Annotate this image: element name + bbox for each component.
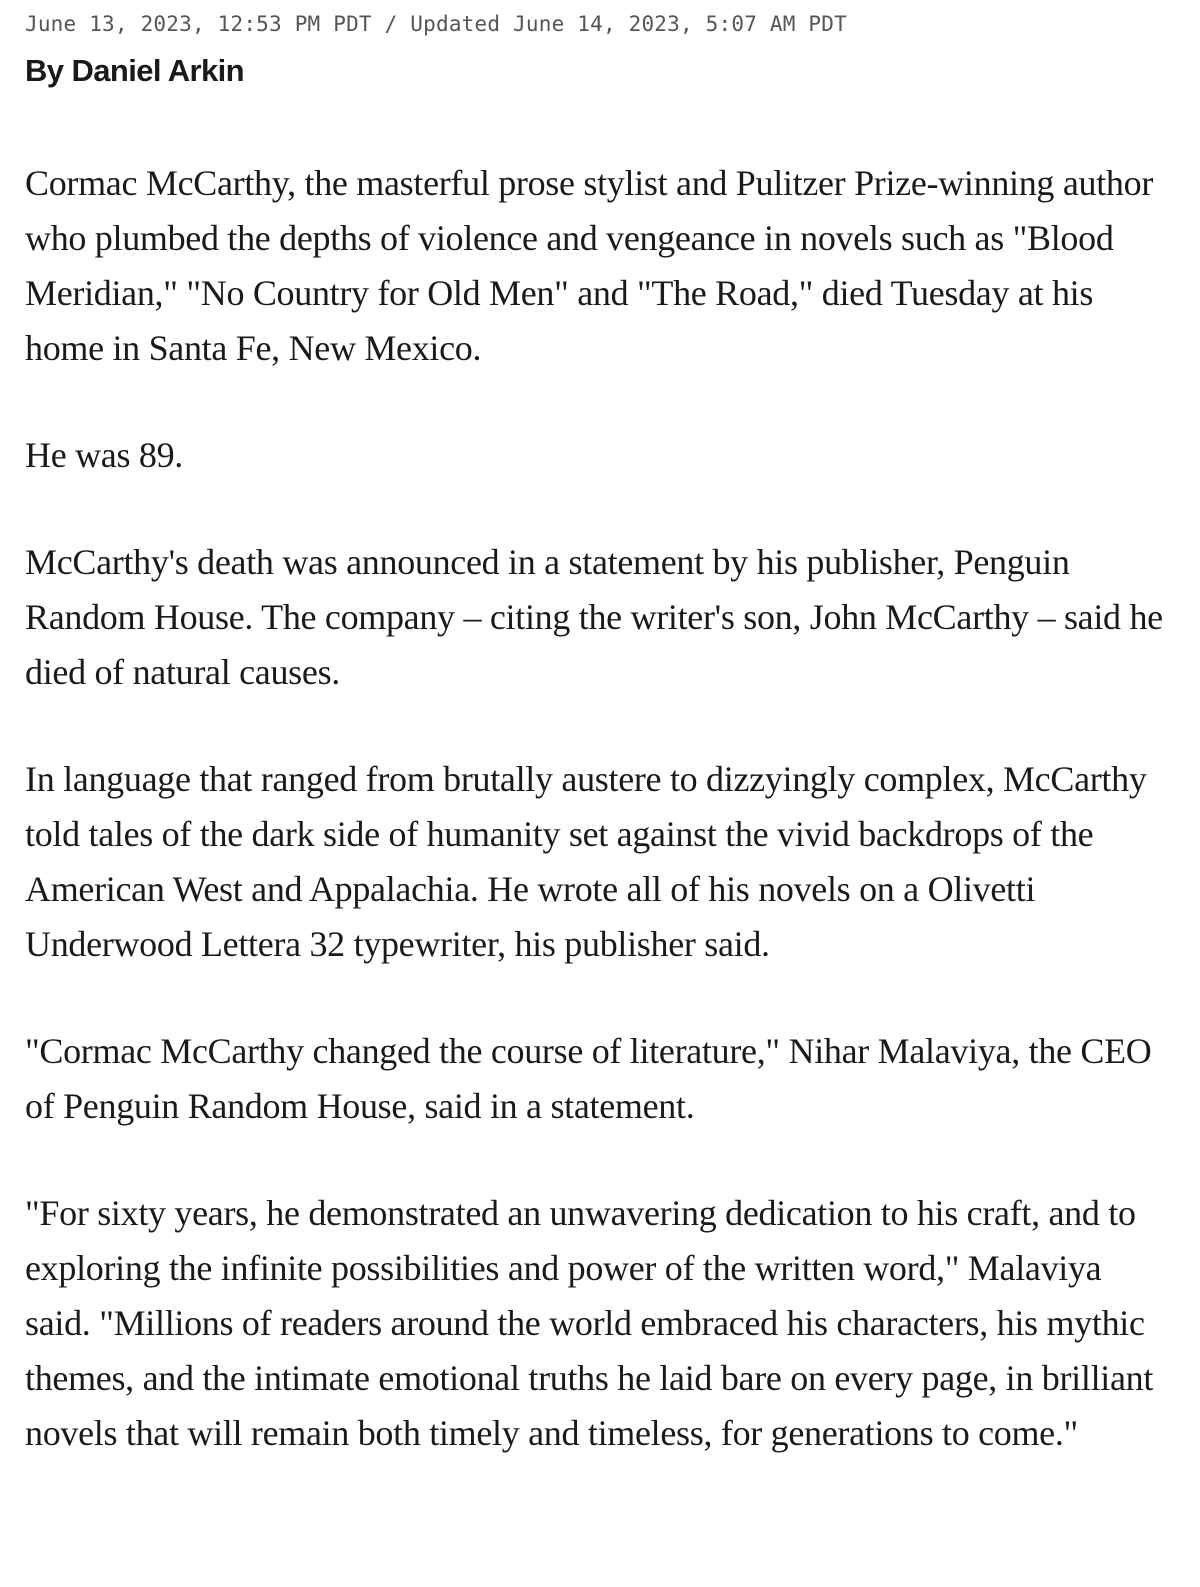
article-paragraph: He was 89. — [25, 435, 183, 475]
article-paragraph: In language that ranged from brutally austere to dizzyingly complex, McCarthy told tales of the dark side of humanity set against the vivid backdrops of the American West and Appalachia. He wrote all of his novels on a Olivetti Underwood Lettera 32 typewriter, his publisher said. — [25, 759, 1147, 964]
article-paragraph: McCarthy's death was announced in a statement by his publisher, Penguin Random House. The company – citing the writer's son, John McCarthy – said he died of natural causes. — [25, 542, 1163, 692]
article-paragraph: "Cormac McCarthy changed the course of literature," Nihar Malaviya, the CEO of Penguin Random House, said in a statement. — [25, 1031, 1152, 1126]
article-body — [25, 156, 1175, 1461]
article-paragraph: Cormac McCarthy, the masterful prose stylist and Pulitzer Prize-winning author who plumbed the depths of violence and vengeance in novels such as "Blood Meridian," "No Country for Old Men" and "The Road," died Tuesday at his home in Santa Fe, New Mexico. — [25, 163, 1154, 368]
article-paragraph: "For sixty years, he demonstrated an unwavering dedication to his craft, and to exploring the infinite possibilities and power of the written word," Malaviya said. "Millions of readers around the world embraced his characters, his mythic themes, and the intimate emotional truths he laid bare on every page, in brilliant novels that will remain both timely and timeless, for generations to come." — [25, 1193, 1154, 1453]
article-byline: By Daniel Arkin — [25, 53, 244, 88]
article-dateline: June 13, 2023, 12:53 PM PDT / Updated June 14, 2023, 5:07 AM PDT — [25, 12, 847, 36]
